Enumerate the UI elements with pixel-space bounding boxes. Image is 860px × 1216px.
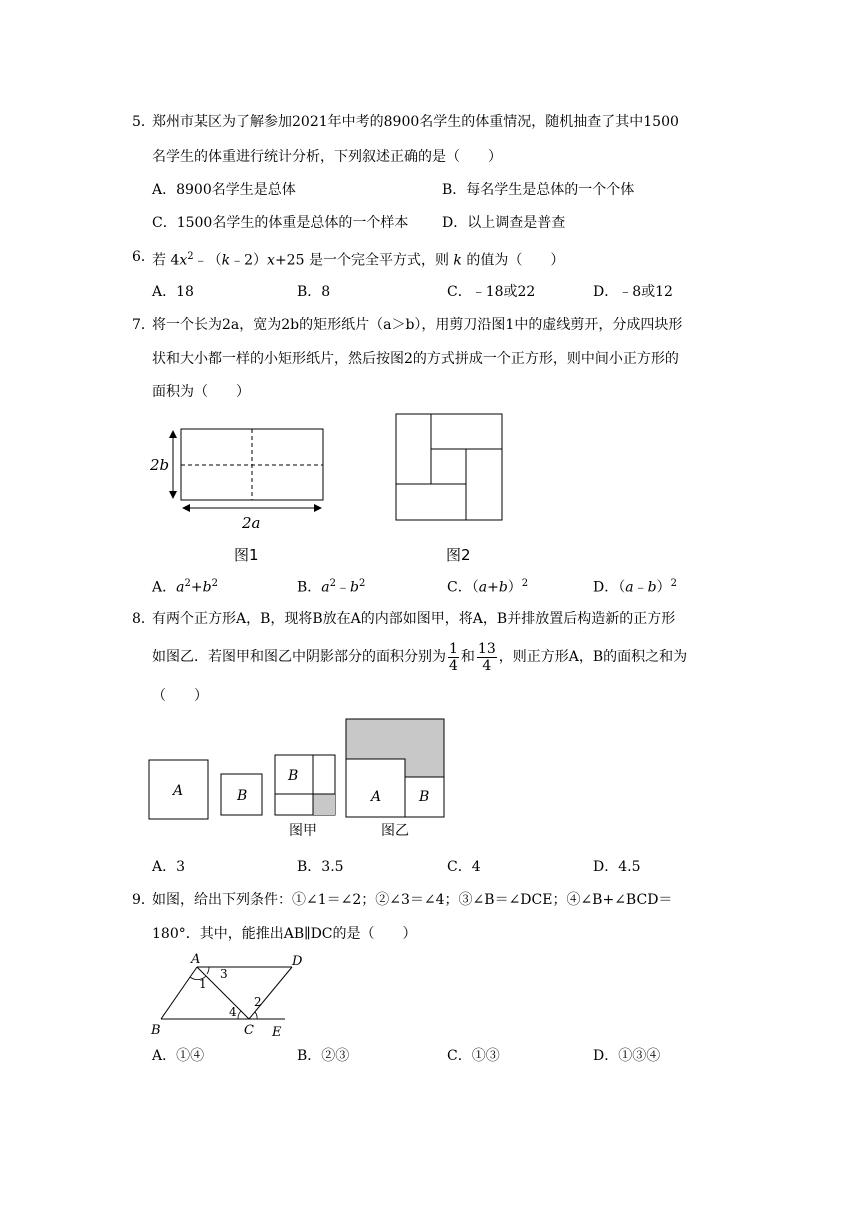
q8-fig-yi-square-a — [346, 759, 405, 817]
q9-label-d: D — [292, 954, 303, 969]
q7-stem-line1: 将一个长为2a，宽为2b的矩形纸片（a＞b），用剪刀沿图1中的虚线剪开，分成四块形 — [152, 317, 683, 333]
q9-figure — [145, 950, 305, 1042]
q8-fraction-2: $\frac{13}{4}$ — [477, 640, 496, 674]
q5-option-b: B．每名学生是总体的一个个体 — [442, 182, 635, 198]
q8-square-a-label: A — [173, 783, 184, 799]
q9-stem-line1: 如图，给出下列条件：①∠1＝∠2；②∠3＝∠4；③∠B＝∠DCE；④∠B+∠BCD＝ — [152, 892, 673, 908]
q8-caption-jia: 图甲 — [289, 823, 317, 839]
q5-option-a: A．8900名学生是总体 — [152, 182, 296, 198]
q9-option-b: B．②③ — [297, 1048, 350, 1064]
q6-option-c: C．﹣18或22 — [447, 284, 536, 300]
q9-segment-ab — [161, 967, 197, 1019]
q8-option-b: B．3.5 — [297, 859, 344, 875]
q8-option-c: C．4 — [447, 859, 481, 875]
q9-label-c: C — [244, 1023, 254, 1038]
q5-number: 5． — [132, 114, 155, 130]
q8-fig-yi-label-b: B — [419, 789, 430, 805]
q7-option-c: C．$(a+b)^2$ — [447, 578, 529, 596]
q8-square-b-label: B — [237, 788, 248, 804]
q9-label-a: A — [191, 952, 201, 967]
q9-stem-line2: 180°．其中，能推出AB∥DC的是（ ） — [152, 926, 417, 942]
q7-fig1-caption: 图1 — [234, 546, 259, 564]
q9-segment-dc — [249, 967, 292, 1019]
q5-option-c: C．1500名学生的体重是总体的一个样本 — [152, 215, 409, 231]
q7-number: 7． — [132, 317, 155, 333]
q8-stem-line1: 有两个正方形A，B，现将B放在A的内部如图甲，将A，B并排放置后构造新的正方形 — [152, 611, 676, 627]
q8-stem-line3: （ ） — [152, 688, 208, 704]
q7-stem-line3: 面积为（ ） — [152, 384, 250, 400]
q7-option-d: D．（a﹣b）$^2$ — [593, 578, 677, 596]
q5-stem-line2: 名学生的体重进行统计分析，下列叙述正确的是（ ） — [152, 149, 502, 165]
q9-label-b: B — [151, 1023, 161, 1038]
fig1-height-label: 2b — [150, 456, 170, 474]
q7-figure-2 — [390, 410, 510, 528]
q9-number: 9． — [132, 892, 155, 908]
q9-option-a: A．①④ — [152, 1048, 205, 1064]
q6-stem: 若 $4x^2﹣(k﹣2)x+25$ 是一个完全平方式，则 k 的值为（ ） — [152, 251, 565, 269]
q9-angle-4: 4 — [229, 1005, 237, 1019]
q6-number: 6． — [132, 249, 155, 265]
q8-option-d: D．4.5 — [593, 859, 641, 875]
q7-fig2-caption: 图2 — [446, 546, 471, 564]
q8-option-a: A．3 — [152, 859, 186, 875]
fig2-outer-square — [396, 414, 502, 520]
fig1-width-label: 2a — [242, 514, 261, 532]
q8-fig-jia-label-b: B — [288, 768, 299, 784]
q8-fraction-1: $\frac{1}{4}$ — [449, 640, 458, 674]
q8-stem-line2: 如图乙．若图甲和图乙中阴影部分的面积分别为 $\frac{1}{4}$ 和 $\frac{13}{4}$ ，则正方形A，B的面积之和为 — [152, 640, 688, 674]
q7-stem-line2: 状和大小都一样的小矩形纸片，然后按图2的方式拼成一个正方形，则中间小正方形的 — [152, 351, 679, 367]
q8-caption-yi: 图乙 — [381, 823, 409, 839]
q8-number: 8． — [132, 611, 155, 627]
q8-fig-yi-label-a: A — [371, 789, 382, 805]
fig2-center-square — [431, 449, 466, 484]
q9-angle-1: 1 — [199, 977, 207, 991]
q9-option-d: D．①③④ — [593, 1048, 661, 1064]
q7-option-a: A．$a^2+b^2$ — [152, 578, 218, 596]
q5-option-d: D．以上调查是普查 — [442, 215, 566, 231]
q9-label-e: E — [272, 1025, 282, 1040]
q7-option-b: B．$a^2﹣b^2$ — [297, 578, 366, 596]
q6-option-d: D．﹣8或12 — [593, 284, 673, 300]
q8-fig-jia-shade — [313, 794, 335, 815]
q9-angle-2: 2 — [254, 995, 262, 1009]
q9-option-c: C．①③ — [447, 1048, 500, 1064]
q6-option-b: B．8 — [297, 284, 331, 300]
q5-stem-line1: 郑州市某区为了解参加2021年中考的8900名学生的体重情况，随机抽查了其中1500 — [152, 114, 679, 130]
q9-angle-3: 3 — [220, 967, 228, 981]
q6-option-a: A．18 — [152, 284, 194, 300]
